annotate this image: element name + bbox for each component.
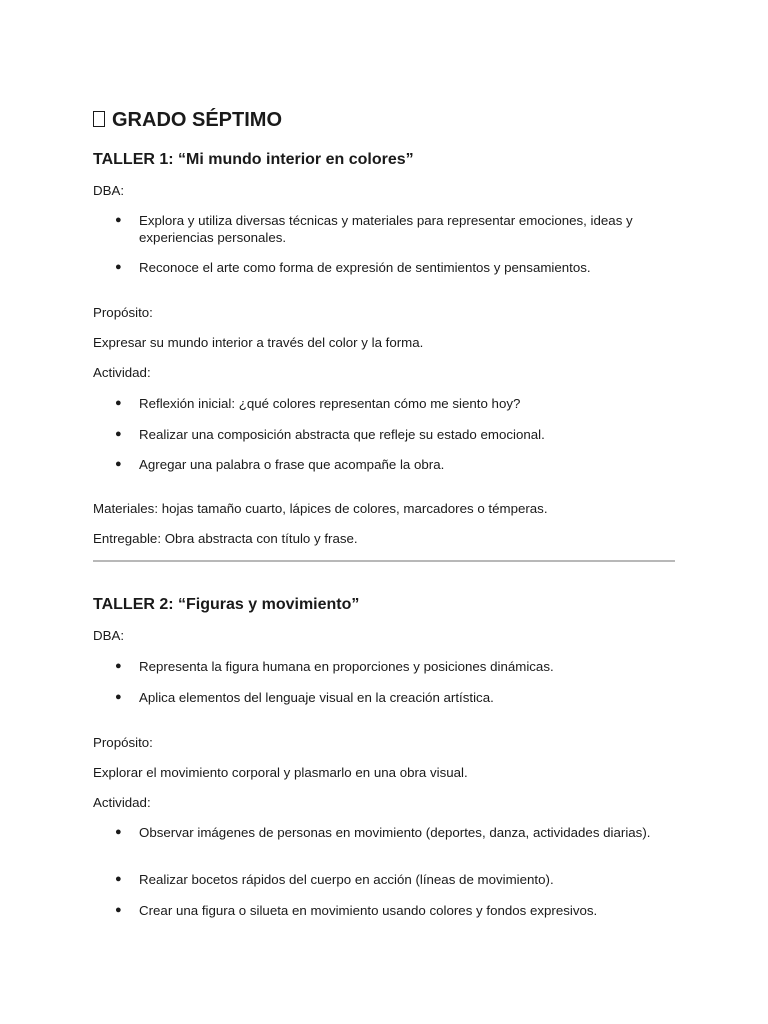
bullet-icon: ● [115,660,122,672]
taller2-dba-label: DBA: [93,628,125,643]
list-item: ● Reconoce el arte como forma de expresión de sentimientos y pensamientos. [115,260,591,275]
taller2-title: TALLER 2: “Figuras y movimiento” [93,596,360,613]
taller2-proposito-label: Propósito: [93,735,153,750]
taller1-materiales: Materiales: hojas tamaño cuarto, lápices de colores, marcadores o témperas. [93,501,548,516]
list-item: ● Agregar una palabra o frase que acompañe la obra. [115,457,445,472]
taller2-actividad-label: Actividad: [93,795,151,810]
taller1-dba-label: DBA: [93,183,125,198]
list-item: ● Reflexión inicial: ¿qué colores representan cómo me siento hoy? [115,396,521,411]
grade-heading [93,109,282,132]
list-item: ● Realizar una composición abstracta que refleje su estado emocional. [115,427,545,442]
bullet-icon: ● [115,428,122,440]
list-item: ● Observar imágenes de personas en movimiento (deportes, danza, actividades diarias). [115,825,651,840]
list-item: ● Explora y utiliza diversas técnicas y materiales para representar emociones, ideas y experiencias personales. [115,213,633,245]
bullet-icon: ● [115,904,122,916]
list-item: ● Representa la figura humana en proporciones y posiciones dinámicas. [115,659,554,674]
list-item: ● Aplica elementos del lenguaje visual en la creación artística. [115,690,494,705]
bullet-icon: ● [115,873,122,885]
bullet-icon: ● [115,261,122,273]
taller1-actividad-label: Actividad: [93,365,151,380]
taller1-proposito-text: Expresar su mundo interior a través del color y la forma. [93,335,424,350]
section-divider [93,560,675,562]
bullet-icon: ● [115,691,122,703]
bullet-icon: ● [115,458,122,470]
taller1-proposito-label: Propósito: [93,305,153,320]
bullet-icon: ● [115,214,122,226]
bullet-icon: ● [115,397,122,409]
taller2-proposito-text: Explorar el movimiento corporal y plasmarlo en una obra visual. [93,765,468,780]
list-item: ● Crear una figura o silueta en movimiento usando colores y fondos expresivos. [115,903,598,918]
grade-title-text: GRADO SÉPTIMO [112,109,283,131]
taller1-entregable: Entregable: Obra abstracta con título y frase. [93,531,358,546]
bullet-icon: ● [115,826,122,838]
missing-glyph-icon [93,111,105,127]
list-item: ● Realizar bocetos rápidos del cuerpo en acción (líneas de movimiento). [115,872,554,887]
taller1-title: TALLER 1: “Mi mundo interior en colores” [93,151,414,168]
